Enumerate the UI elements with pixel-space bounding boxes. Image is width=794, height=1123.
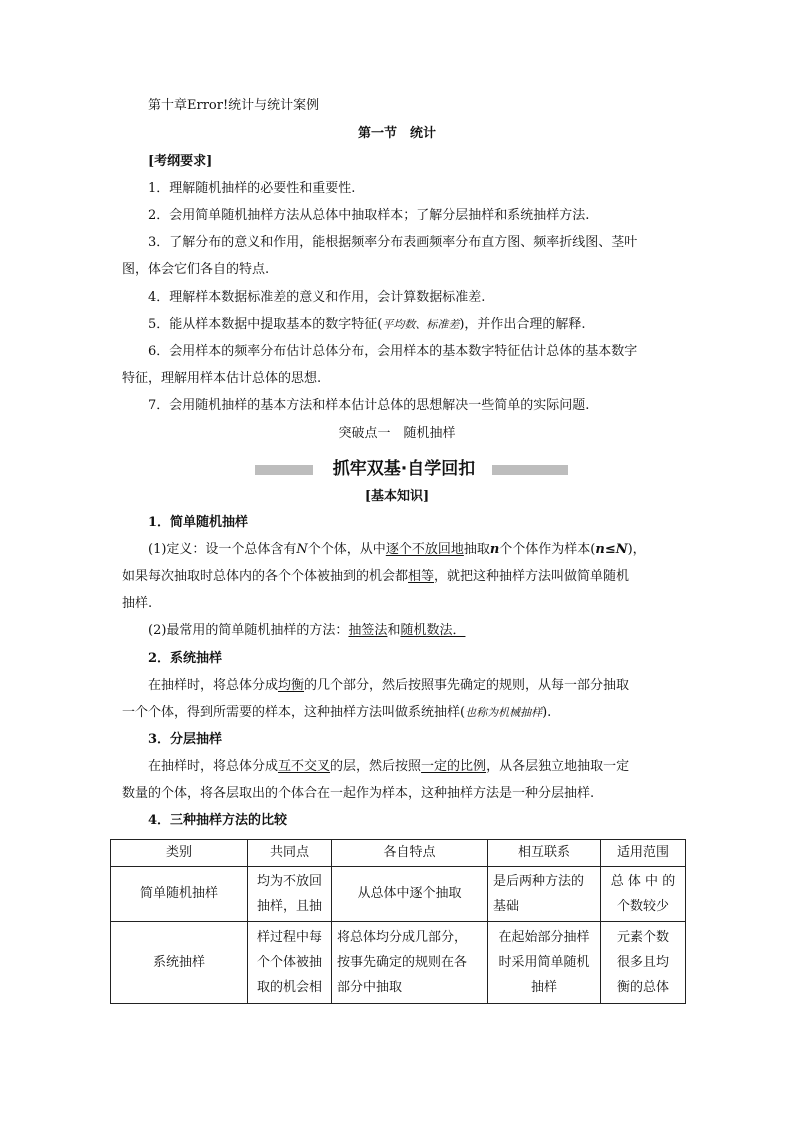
- syllabus-item-6: 6．会用样本的频率分布估计总体分布，会用样本的基本数字特征估计总体的基本数字: [148, 344, 638, 359]
- table-row: [111, 867, 686, 922]
- systematic-heading: 2．系统抽样: [148, 651, 223, 666]
- table-cell-type: 系统抽样: [111, 922, 248, 1004]
- syllabus-item-2: 2．会用简单随机抽样方法从总体中抽取样本；了解分层抽样和系统抽样方法.: [148, 208, 590, 223]
- table-header-cell: 共同点: [248, 840, 332, 867]
- syllabus-item-3-cont: 图，体会它们各自的特点.: [122, 262, 270, 277]
- stratified-line1: 在抽样时，将总体分成互不交叉的层，然后按照一定的比例，从各层独立地抽取一定: [148, 759, 630, 774]
- table-header-cell: 适用范围: [601, 840, 686, 867]
- table-header-cell: 类别: [111, 840, 248, 867]
- table-row: [111, 922, 686, 1004]
- simple-random-heading: 1．简单随机抽样: [148, 515, 249, 530]
- knowledge-heading: [基本知识]: [364, 489, 430, 504]
- systematic-line2: 一个个体，得到所需要的样本，这种抽样方法叫做系统抽样(也称为机械抽样).: [122, 705, 552, 720]
- table-cell-feature: 从总体中逐个抽取: [332, 867, 488, 922]
- table-cell-relation: 是后两种方法的 基础: [488, 867, 601, 922]
- table-header-cell: 相互联系: [488, 840, 601, 867]
- syllabus-item-7: 7．会用随机抽样的基本方法和样本估计总体的思想解决一些简单的实际问题.: [148, 398, 590, 413]
- syllabus-item-4: 4．理解样本数据标准差的意义和作用，会计算数据标准差.: [148, 290, 486, 305]
- stratified-line2: 数量的个体，将各层取出的个体合在一起作为样本，这种抽样方法是一种分层抽样.: [122, 786, 595, 801]
- table-header-row: [111, 840, 686, 867]
- banner-text: 抓牢双基·自学回扣: [332, 459, 476, 479]
- section-title: 第一节 统计: [357, 126, 436, 141]
- stratified-heading: 3．分层抽样: [148, 732, 223, 747]
- syllabus-heading: [考纲要求]: [148, 154, 213, 169]
- table-cell-scope: 元素个数 很多且均 衡的总体: [601, 922, 686, 1004]
- simple-random-definition-line3: 抽样.: [122, 596, 153, 611]
- simple-random-definition: (1)定义：设一个总体含有N个个体，从中逐个不放回地抽取n个个体作为样本(n≤N)，: [148, 542, 646, 557]
- comparison-table: [110, 839, 686, 1004]
- simple-random-methods: (2)最常用的简单随机抽样的方法：抽签法和随机数法．: [148, 623, 466, 638]
- syllabus-item-1: 1．理解随机抽样的必要性和重要性.: [148, 181, 356, 196]
- breakthrough-title: 突破点一 随机抽样: [338, 426, 456, 441]
- banner: [255, 458, 568, 480]
- simple-random-definition-line2: 如果每次抽取时总体内的各个个体被抽到的机会都相等，就把这种抽样方法叫做简单随机: [122, 569, 630, 584]
- table-cell-common: 均为不放回 抽样，且抽: [248, 867, 332, 922]
- syllabus-item-3: 3．了解分布的意义和作用，能根据频率分布表画频率分布直方图、频率折线图、茎叶: [148, 235, 638, 250]
- table-cell-feature: 将总体均分成几部分， 按事先确定的规则在各 部分中抽取: [332, 922, 488, 1004]
- banner-bar-right: [492, 465, 568, 475]
- banner-bar-left: [255, 465, 313, 475]
- comparison-heading: 4．三种抽样方法的比较: [148, 813, 288, 828]
- systematic-line1: 在抽样时，将总体分成均衡的几个部分，然后按照事先确定的规则，从每一部分抽取: [148, 678, 630, 693]
- table-cell-type: 简单随机抽样: [111, 867, 248, 922]
- table-header-cell: 各自特点: [332, 840, 488, 867]
- table-cell-relation: 在起始部分抽样 时采用简单随机 抽样: [488, 922, 601, 1004]
- syllabus-item-5: 5．能从样本数据中提取基本的数字特征(平均数、标准差)，并作出合理的解释.: [148, 317, 586, 332]
- table-cell-scope: 总 体 中 的 个数较少: [601, 867, 686, 922]
- table-cell-common: 样过程中每 个个体被抽 取的机会相: [248, 922, 332, 1004]
- syllabus-item-6-cont: 特征，理解用样本估计总体的思想.: [122, 371, 322, 386]
- chapter-title: 第十章Error!统计与统计案例: [148, 98, 320, 113]
